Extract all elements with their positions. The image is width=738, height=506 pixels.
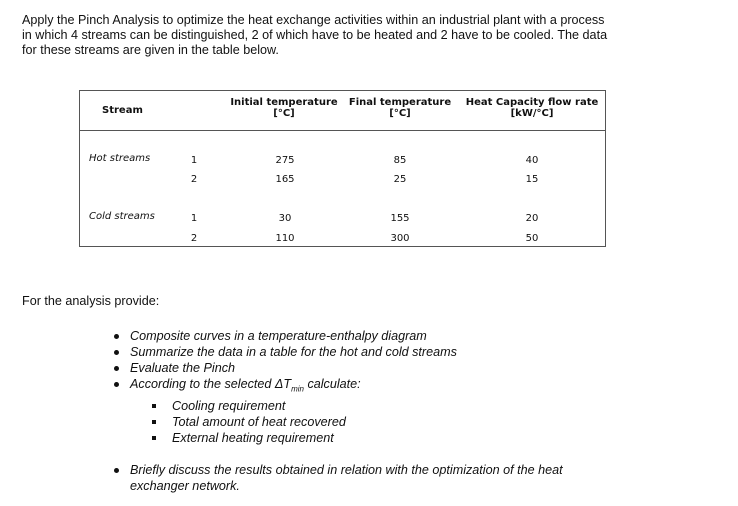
analysis-list [112, 328, 563, 494]
table-cell: 50 [525, 233, 539, 244]
sub-list-item: Cooling requirement [112, 398, 563, 414]
problem-statement [22, 13, 722, 58]
sub-list-item: Total amount of heat recovered [112, 414, 563, 430]
table-cell: 85 [393, 155, 407, 166]
header-stream: Stream [102, 105, 143, 116]
table-cell: 155 [390, 213, 410, 224]
table-cell: 275 [275, 155, 295, 166]
table-cell: 2 [190, 174, 198, 185]
sub-list-item: External heating requirement [112, 430, 563, 446]
according-suffix: calculate: [303, 377, 361, 391]
intro-line-3: for these streams are given in the table below. [22, 43, 279, 57]
group-label-cold: Cold streams [89, 211, 155, 222]
header-final-label: Final temperature [348, 97, 452, 108]
table-cell: 40 [525, 155, 539, 166]
header-heatcap-label: Heat Capacity flow rate [465, 97, 599, 108]
list-item: Composite curves in a temperature-enthalpy diagram [112, 328, 563, 344]
header-heatcap-unit: [kW/°C] [510, 108, 554, 119]
header-initial-label: Initial temperature [230, 97, 338, 108]
header-initial-unit: [°C] [273, 108, 295, 119]
according-prefix: According to the selected ΔT [130, 377, 292, 391]
intro-line-1: Apply the Pinch Analysis to optimize the heat exchange activities within an industrial plant with a process [22, 13, 605, 27]
table-cell: 1 [190, 155, 198, 166]
table-cell: 165 [275, 174, 295, 185]
table-cell: 2 [190, 233, 198, 244]
table-cell: 15 [525, 174, 539, 185]
discuss-line-2: exchanger network. [130, 478, 240, 493]
table-cell: 25 [393, 174, 407, 185]
discuss-line-1: Briefly discuss the results obtained in relation with the optimization of the heat [130, 462, 563, 477]
list-item: Summarize the data in a table for the hot and cold streams [112, 344, 563, 360]
table-cell: 1 [190, 213, 198, 224]
list-item: Evaluate the Pinch [112, 360, 563, 376]
table-cell: 300 [390, 233, 410, 244]
header-heat-capacity [464, 97, 600, 119]
table-cell: 110 [275, 233, 295, 244]
analysis-heading: For the analysis provide: [22, 294, 160, 308]
table-cell: 20 [525, 213, 539, 224]
intro-line-2: in which 4 streams can be distinguished, 2 of which have to be heated and 2 have to be cooled. The data [22, 28, 608, 42]
header-final-unit: [°C] [389, 108, 411, 119]
list-item-discuss [112, 462, 563, 494]
list-item-according [112, 376, 563, 398]
header-final-temperature [345, 97, 455, 119]
header-initial-temperature [227, 97, 341, 119]
delta-t-subscript: min [291, 384, 304, 394]
table-header-divider [79, 130, 606, 131]
table-cell: 30 [278, 213, 292, 224]
group-label-hot: Hot streams [89, 153, 151, 164]
